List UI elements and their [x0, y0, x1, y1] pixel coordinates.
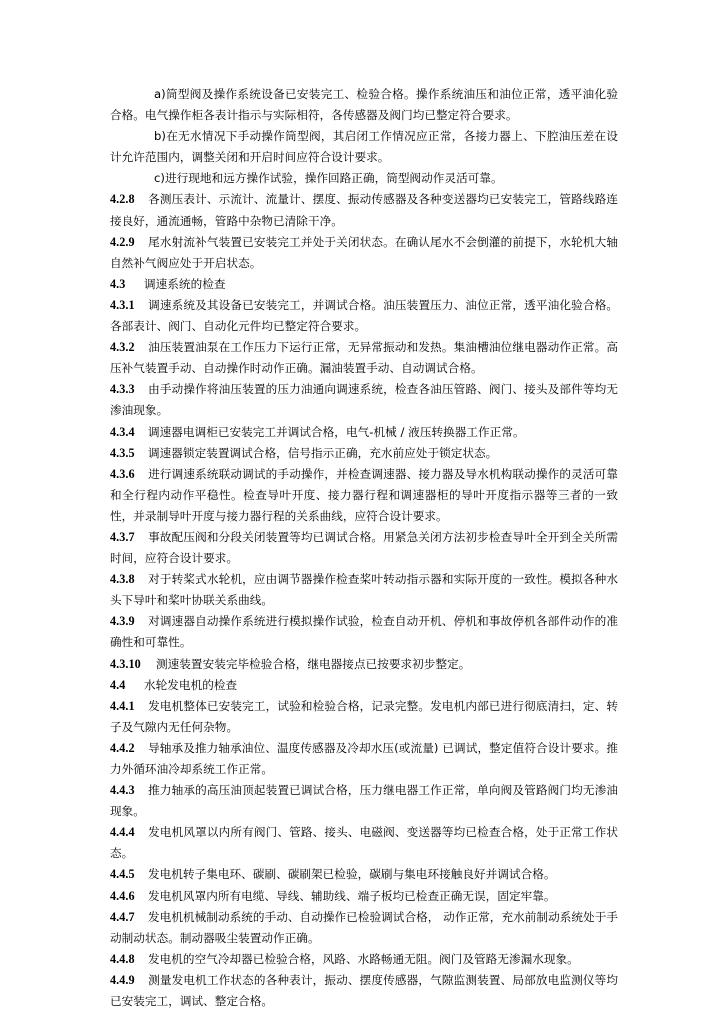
- clause-paragraph: [110, 168, 618, 189]
- clause-text: 对调速器自动操作系统进行模拟操作试验，检查自动开机、停机和事故停机各部件动作的准确性和可靠性。: [110, 614, 618, 650]
- clause-number: 4.4.6: [110, 888, 135, 903]
- clause-number: 4.4.1: [110, 698, 135, 713]
- clause-paragraph: [110, 611, 618, 653]
- clause-paragraph: [110, 696, 618, 738]
- clause-number: 4.3.6: [110, 466, 135, 481]
- clause-paragraph: [110, 970, 618, 1012]
- clause-text: 发电机的空气冷却器已检验合格，风路、水路畅通无阻。阀门及管路无渗漏水现象。: [148, 951, 579, 966]
- clause-paragraph: [110, 189, 618, 231]
- section-heading: [110, 675, 618, 696]
- clause-number: 4.3.9: [110, 614, 135, 629]
- clause-number: 4.4.5: [110, 867, 135, 882]
- clause-number: 4.3.7: [110, 529, 135, 544]
- clause-paragraph: [110, 443, 618, 464]
- clause-text: b)在无水情况下手动操作筒型阀，其启闭工作情况应正常，各接力器上、下腔油压差在设计允许范围内，调整关闭和开启时间应符合设计要求。: [110, 129, 618, 165]
- clause-text: 调速器电调柜已安装完工并调试合格，电气-机械 / 液压转换器工作正常。: [148, 424, 525, 439]
- clause-text: 尾水射流补气装置已安装完工并处于关闭状态。在确认尾水不会倒灌的前提下，水轮机大轴自然补气阀应处于开启状态。: [110, 234, 618, 270]
- clause-paragraph: [110, 886, 618, 907]
- clause-text: 发电机风罩内所有电缆、导线、辅助线、端子板均已检查正确无误，固定牢靠。: [148, 888, 556, 903]
- clause-number: 4.4.2: [110, 740, 135, 755]
- clause-paragraph: [110, 864, 618, 885]
- clause-paragraph: [110, 126, 618, 168]
- clause-text: 油压装置油泵在工作压力下运行正常，无异常振动和发热。集油槽油位继电器动作正常。高压补气装置手动、自动操作时动作正确。漏油装置手动、自动调试合格。: [110, 340, 618, 376]
- clause-number: 4.2.9: [110, 234, 135, 249]
- clause-text: 调速系统及其设备已安装完工，并调试合格。油压装置压力、油位正常，透平油化验合格。各部表计、阀门、自动化元件均已整定符合要求。: [110, 297, 618, 334]
- clause-text: 水轮发电机的检查: [144, 677, 238, 692]
- clause-number: 4.3.5: [110, 445, 135, 460]
- clause-number: 4.3.4: [110, 424, 135, 439]
- document-page: [110, 84, 618, 1012]
- clause-paragraph: [110, 422, 618, 443]
- clause-text: 调速系统的检查: [144, 276, 226, 291]
- clause-paragraph: [110, 527, 618, 569]
- clause-number: 4.3.8: [110, 572, 135, 587]
- clause-paragraph: [110, 232, 618, 274]
- clause-text: 发电机转子集电环、碳刷、碳刷架已检验，碳刷与集电环接触良好并调试合格。: [148, 867, 556, 882]
- clause-number: 4.4.4: [110, 825, 135, 840]
- clause-number: 4.4.3: [110, 783, 135, 798]
- clause-text: 测量发电机工作状态的各种表计，振动、摆度传感器，气隙监测装置、局部放电监测仪等均已安装完工，调试、整定合格。: [110, 972, 618, 1009]
- clause-paragraph: [110, 654, 618, 675]
- clause-text: 测速装置安装完毕检验合格，继电器接点已按要求初步整定。: [156, 656, 471, 671]
- clause-text: 发电机风罩以内所有阀门、管路、接头、电磁阀、变送器等均已检查合格，处于正常工作状态。: [110, 825, 618, 861]
- clause-text: 导轴承及推力轴承油位、温度传感器及冷却水压(或流量) 已调试，整定值符合设计要求。推力外循环油冷却系统工作正常。: [110, 740, 618, 776]
- clause-number: 4.4.9: [110, 972, 135, 987]
- clause-text: 发电机整体已安装完工，试验和检验合格，记录完整。发电机内部已进行彻底清扫，定、转子及气隙内无任何杂物。: [110, 698, 618, 734]
- clause-paragraph: [110, 84, 618, 126]
- section-heading: [110, 274, 618, 295]
- clause-paragraph: [110, 907, 618, 949]
- clause-paragraph: [110, 569, 618, 611]
- clause-number: 4.3.10: [110, 656, 141, 671]
- clause-paragraph: [110, 379, 618, 421]
- clause-text: 进行调速系统联动调试的手动操作，并检查调速器、接力器及导水机构联动操作的灵活可靠和全行程内动作平稳性。检查导叶开度、接力器行程和调速器柜的导叶开度指示器等三者的一致性，并录制导叶开度与接力器行程的关系曲线，应符合设计要求。: [110, 466, 618, 523]
- clause-paragraph: [110, 738, 618, 780]
- clause-number: 4.4.8: [110, 951, 135, 966]
- clause-paragraph: [110, 295, 618, 337]
- clause-text: a)筒型阀及操作系统设备已安装完工、检验合格。操作系统油压和油位正常，透平油化验合格。电气操作柜各表计指示与实际相符，各传感器及阀门均已整定符合要求。: [110, 87, 618, 123]
- clause-paragraph: [110, 822, 618, 864]
- clause-paragraph: [110, 949, 618, 970]
- clause-number: 4.3.1: [110, 297, 135, 312]
- clause-text: 事故配压阀和分段关闭装置等均已调试合格。用紧急关闭方法初步检查导叶全开到全关所需时间，应符合设计要求。: [110, 529, 618, 566]
- clause-number: 4.3.3: [110, 382, 135, 397]
- clause-text: 推力轴承的高压油顶起装置已调试合格，压力继电器工作正常，单向阀及管路阀门均无渗油现象。: [110, 783, 618, 819]
- clause-text: 发电机机械制动系统的手动、自动操作已检验调试合格， 动作正常，充水前制动系统处于手动制动状态。制动器吸尘装置动作正确。: [110, 909, 618, 945]
- clause-number: 4.3.2: [110, 340, 135, 355]
- clause-number: 4.2.8: [110, 192, 135, 207]
- clause-paragraph: [110, 464, 618, 527]
- clause-number: 4.4: [110, 677, 126, 692]
- clause-number: 4.3: [110, 276, 126, 291]
- clause-paragraph: [110, 780, 618, 822]
- clause-number: 4.4.7: [110, 909, 135, 924]
- clause-text: 调速器锁定装置调试合格，信号指示正确，充水前应处于锁定状态。: [148, 445, 498, 460]
- clause-text: c)进行现地和远方操作试验，操作回路正确，筒型阀动作灵活可靠。: [154, 171, 503, 186]
- clause-text: 由手动操作将油压装置的压力油通向调速系统，检查各油压管路、阀门、接头及部件等均无渗油现象。: [110, 382, 618, 418]
- clause-text: 对于转桨式水轮机，应由调节器操作检查桨叶转动指示器和实际开度的一致性。模拟各种水头下导叶和桨叶协联关系曲线。: [110, 572, 618, 608]
- clause-text: 各测压表计、示流计、流量计、摆度、振动传感器及各种变送器均已安装完工，管路线路连接良好，通流通畅，管路中杂物已清除干净。: [110, 192, 618, 228]
- clause-paragraph: [110, 337, 618, 379]
